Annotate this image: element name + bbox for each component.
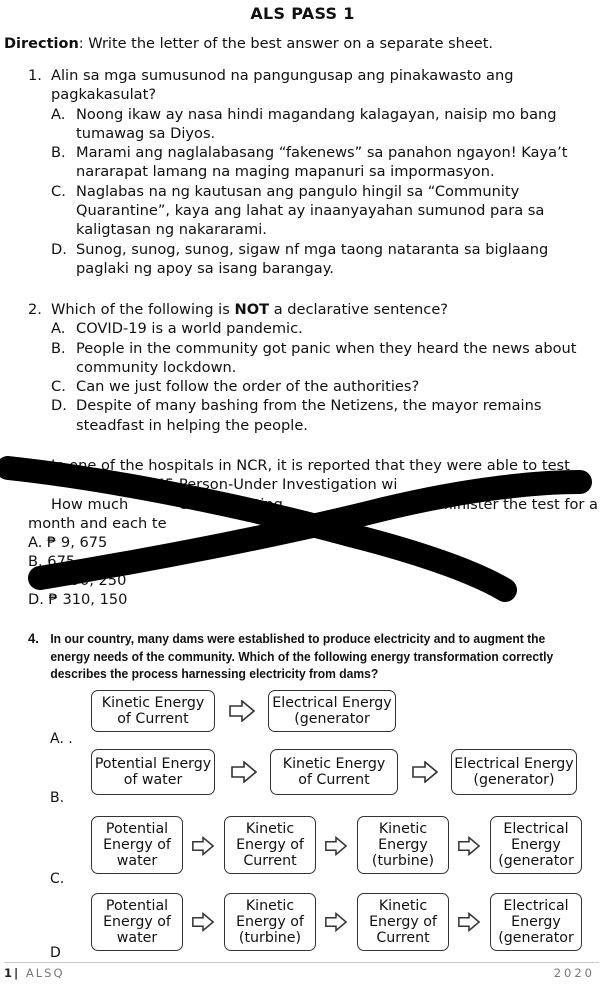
question-stem-line: of 45 Person-Under Investigation wi (137, 476, 398, 494)
arrow-right-icon (192, 911, 214, 933)
energy-box (357, 893, 449, 951)
arrow-right-icon (412, 761, 438, 783)
question-2 (28, 300, 598, 435)
box-text: Energy of (236, 914, 304, 930)
energy-box (357, 816, 449, 874)
energy-box (490, 893, 582, 951)
footer-year: 2020 (553, 966, 595, 980)
footer (4, 966, 599, 980)
direction-body: : Write the letter of the best answer on a separate sheet. (78, 36, 494, 52)
option-c (51, 182, 598, 240)
question-stem-line (28, 514, 598, 533)
footer-label: ALSQ (25, 966, 65, 980)
box-text: Energy of (236, 837, 304, 853)
option-letter: D. (51, 240, 67, 258)
option-text: COVID-19 is a world pandemic. (76, 320, 303, 338)
question-stem-line: In one of the hospitals in NCR, it is reported that they were able to test (51, 457, 570, 474)
question-3 (28, 456, 598, 609)
option-letter: C. (51, 182, 66, 200)
footer-divider (4, 962, 599, 963)
question-number: 4. (28, 630, 39, 646)
box-text: Kinetic Energy (282, 756, 386, 772)
box-text: (turbine) (238, 930, 302, 946)
option-a-label: A. . (50, 731, 73, 747)
box-text: Electrical Energy (272, 695, 392, 711)
option-text: Marami ang naglalabasang “fakenews” sa panahon ngayon! Kaya’t nararapat lamang na maging mapanuri sa impormasyon. (76, 144, 568, 181)
question-stem-line (51, 495, 598, 514)
energy-box (268, 690, 396, 732)
question-4 (28, 630, 553, 683)
stem-text: Which of the following is (51, 301, 235, 318)
page-number: 1 (4, 966, 15, 980)
energy-box (91, 690, 215, 732)
box-text: Electrical (503, 821, 569, 837)
option-a: A. ₱ 9, 675 (28, 533, 108, 551)
option-letter: D. (51, 397, 67, 415)
energy-box (91, 893, 183, 951)
box-text: Energy (511, 837, 561, 853)
box-text: (turbine) (371, 853, 435, 869)
stem-text: a declarative sentence? (269, 301, 449, 318)
option-b (51, 143, 598, 182)
box-text: Kinetic (245, 898, 295, 914)
arrow-right-icon (325, 835, 347, 857)
option-text: Despite of many bashing from the Netizens, the mayor remains steadfast in helping the people. (76, 397, 542, 434)
box-text: Current (376, 930, 430, 946)
option-text: Noong ikaw ay nasa hindi magandang kalagayan, naisip mo bang tumawag sa Diyos. (76, 105, 557, 142)
arrow-right-icon (192, 835, 214, 857)
energy-box (451, 749, 577, 795)
arrow-right-icon (231, 761, 257, 783)
option-b (51, 339, 598, 378)
page-title: ALS PASS 1 (250, 4, 355, 23)
footer-separator: | (14, 966, 21, 980)
box-text: water (116, 853, 158, 869)
option-letter: B. (51, 339, 66, 357)
stem-fragment: 00? (321, 514, 348, 532)
option-letter: A. (51, 320, 66, 338)
stem-emphasis: NOT (234, 301, 270, 318)
energy-box (224, 893, 316, 951)
stem-fragment: How much (51, 495, 129, 513)
direction-text (4, 36, 493, 52)
option-d-label: D (50, 945, 61, 961)
box-text: Kinetic (378, 898, 428, 914)
stem-fragment: month and each te (28, 514, 167, 532)
energy-box (224, 816, 316, 874)
box-text: Energy of (103, 837, 171, 853)
option-d (51, 396, 598, 435)
box-text: (generator (498, 930, 574, 946)
direction-label: Direction (4, 36, 79, 52)
option-d (51, 240, 598, 279)
question-number: 1. (28, 67, 42, 84)
box-text: Energy (511, 914, 561, 930)
option-b-label: B. (50, 790, 65, 806)
box-text: (generator (498, 853, 574, 869)
box-text: Electrical (503, 898, 569, 914)
box-text: (generator) (473, 772, 555, 788)
box-text: Energy (378, 837, 428, 853)
box-text: Kinetic (245, 821, 295, 837)
stem-fragment: ent for testing (179, 495, 283, 513)
option-c: C. ₱ 290, 250 (28, 571, 127, 589)
box-text: Kinetic (378, 821, 428, 837)
question-stem (51, 300, 598, 319)
box-text: Energy of (103, 914, 171, 930)
option-c (51, 377, 598, 396)
stem-fragment: minister the test for a (438, 495, 598, 513)
question-stem: Alin sa mga sumusunod na pangungusap ang pinakawasto ang pagkakasulat? (51, 67, 514, 104)
option-text: Can we just follow the order of the authorities? (76, 378, 420, 396)
arrow-right-icon (325, 911, 347, 933)
box-text: Electrical Energy (454, 756, 574, 772)
option-text: Sunog, sunog, sunog, sigaw nf mga taong nataranta sa biglaang paglaki ng apoy sa isang barangay. (76, 240, 549, 277)
energy-box (91, 749, 215, 795)
option-a (51, 105, 598, 144)
box-text: Kinetic Energy (101, 695, 205, 711)
option-text: People in the community got panic when they heard the news about community lockdown. (76, 339, 577, 376)
question-1 (28, 66, 598, 278)
option-b: B. 675 (28, 552, 76, 570)
option-letter: C. (51, 378, 66, 396)
question-number: 3. (28, 457, 42, 474)
box-text: Current (243, 853, 297, 869)
energy-box (270, 749, 398, 795)
option-a (51, 319, 598, 338)
box-text: Potential (105, 898, 169, 914)
box-text: Potential (105, 821, 169, 837)
option-text: Naglabas na ng kautusan ang pangulo hingil sa “Community Quarantine”, kaya ang lahat ay inaanyayahan sumunod para sa kaligtasan ng nakararami. (76, 182, 545, 239)
option-letter: B. (51, 144, 66, 162)
box-text: water (116, 930, 158, 946)
option-letter: A. (51, 105, 66, 123)
option-c-label: C. (50, 871, 65, 887)
arrow-right-icon (229, 700, 255, 722)
question-stem: In our country, many dams were established to produce electricity and to augment the energy needs of the community. Which of the following energy transformation correctly describes the process harnessing electricity from dams? (50, 631, 554, 682)
energy-box (490, 816, 582, 874)
arrow-right-icon (458, 911, 480, 933)
box-text: of water (123, 772, 183, 788)
box-text: Energy of (369, 914, 437, 930)
box-text: Potential Energy (94, 756, 212, 772)
box-text: (generator (294, 711, 370, 727)
energy-box (91, 816, 183, 874)
arrow-right-icon (458, 835, 480, 857)
box-text: of Current (298, 772, 370, 788)
option-d: D. ₱ 310, 150 (28, 591, 128, 609)
box-text: of Current (117, 711, 189, 727)
question-number: 2. (28, 301, 42, 318)
